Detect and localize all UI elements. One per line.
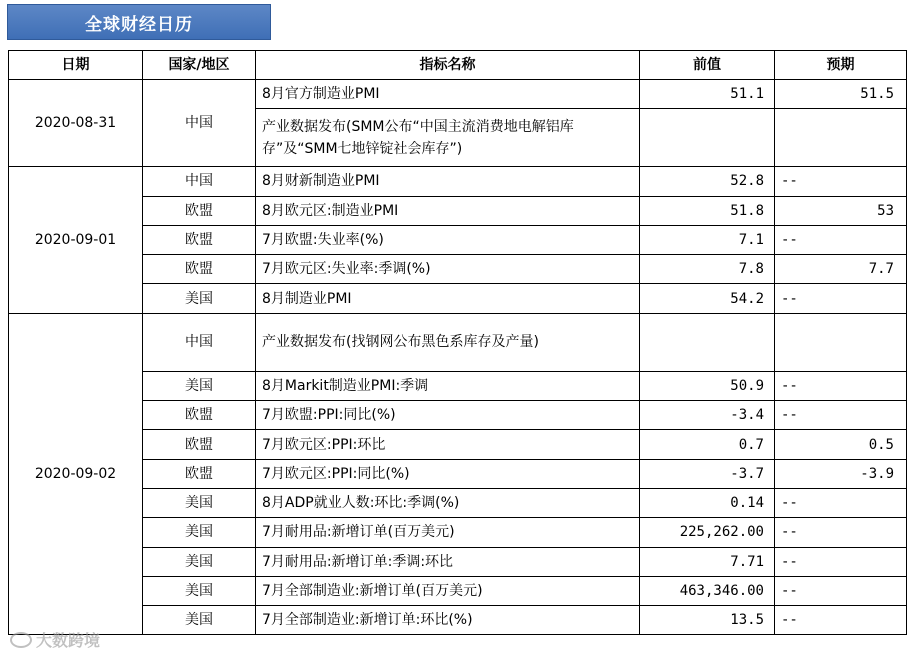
expected-value-cell: -- <box>775 284 907 313</box>
prev-value-cell: 7.71 <box>640 547 775 576</box>
table-row <box>9 547 907 576</box>
prev-value-cell: 0.7 <box>640 430 775 459</box>
header-prev: 前值 <box>640 51 775 80</box>
table-body <box>9 80 907 635</box>
indicator-cell: 7月欧盟:失业率(%) <box>256 225 640 254</box>
country-cell: 欧盟 <box>143 430 256 459</box>
header-expected: 预期 <box>775 51 907 80</box>
indicator-cell: 8月官方制造业PMI <box>256 80 640 109</box>
table-row <box>9 576 907 605</box>
watermark <box>10 628 100 651</box>
country-cell: 中国 <box>143 313 256 371</box>
prev-value-cell <box>640 313 775 371</box>
expected-value-cell: 0.5 <box>775 430 907 459</box>
expected-value-cell: -- <box>775 488 907 517</box>
prev-value-cell <box>640 109 775 167</box>
table-row <box>9 80 907 109</box>
indicator-cell: 8月欧元区:制造业PMI <box>256 196 640 225</box>
table-row <box>9 371 907 400</box>
prev-value-cell: 7.1 <box>640 225 775 254</box>
expected-value-cell: -- <box>775 167 907 196</box>
country-cell: 美国 <box>143 488 256 517</box>
expected-value-cell: 53 <box>775 196 907 225</box>
table-row <box>9 606 907 635</box>
header-country: 国家/地区 <box>143 51 256 80</box>
expected-value-cell: -- <box>775 518 907 547</box>
prev-value-cell: 51.1 <box>640 80 775 109</box>
watermark-logo-icon <box>10 632 32 648</box>
calendar-table <box>8 50 907 635</box>
prev-value-cell: 7.8 <box>640 255 775 284</box>
expected-value-cell: -- <box>775 401 907 430</box>
country-cell: 美国 <box>143 371 256 400</box>
table-row <box>9 284 907 313</box>
prev-value-cell: 225,262.00 <box>640 518 775 547</box>
country-cell: 美国 <box>143 284 256 313</box>
prev-value-cell: 463,346.00 <box>640 576 775 605</box>
indicator-cell: 7月全部制造业:新增订单(百万美元) <box>256 576 640 605</box>
prev-value-cell: 52.8 <box>640 167 775 196</box>
header-date: 日期 <box>9 51 143 80</box>
expected-value-cell: -- <box>775 606 907 635</box>
prev-value-cell: 51.8 <box>640 196 775 225</box>
indicator-cell: 8月制造业PMI <box>256 284 640 313</box>
prev-value-cell: 50.9 <box>640 371 775 400</box>
indicator-cell: 8月Markit制造业PMI:季调 <box>256 371 640 400</box>
date-cell: 2020-09-02 <box>9 313 143 635</box>
country-cell: 美国 <box>143 576 256 605</box>
table-row <box>9 167 907 196</box>
table-row <box>9 196 907 225</box>
indicator-cell: 产业数据发布(找钢网公布黑色系库存及产量) <box>256 313 640 371</box>
date-cell: 2020-09-01 <box>9 167 143 313</box>
table-row <box>9 459 907 488</box>
table-row <box>9 225 907 254</box>
prev-value-cell: -3.4 <box>640 401 775 430</box>
table-row <box>9 313 907 371</box>
indicator-cell: 7月欧元区:失业率:季调(%) <box>256 255 640 284</box>
indicator-cell: 7月耐用品:新增订单:季调:环比 <box>256 547 640 576</box>
table-row <box>9 430 907 459</box>
header-indicator: 指标名称 <box>256 51 640 80</box>
watermark-text: 大数跨境 <box>36 631 101 650</box>
table-row <box>9 255 907 284</box>
expected-value-cell <box>775 313 907 371</box>
expected-value-cell: 7.7 <box>775 255 907 284</box>
indicator-cell: 7月欧元区:PPI:环比 <box>256 430 640 459</box>
indicator-cell: 7月全部制造业:新增订单:环比(%) <box>256 606 640 635</box>
expected-value-cell: -- <box>775 371 907 400</box>
expected-value-cell: -- <box>775 576 907 605</box>
table-row <box>9 401 907 430</box>
country-cell: 欧盟 <box>143 255 256 284</box>
table-row <box>9 518 907 547</box>
country-cell: 欧盟 <box>143 225 256 254</box>
indicator-cell: 产业数据发布(SMM公布“中国主流消费地电解铝库存”及“SMM七地锌锭社会库存”) <box>256 109 640 167</box>
country-cell: 欧盟 <box>143 401 256 430</box>
indicator-cell: 7月耐用品:新增订单(百万美元) <box>256 518 640 547</box>
country-cell: 欧盟 <box>143 459 256 488</box>
indicator-cell: 7月欧元区:PPI:同比(%) <box>256 459 640 488</box>
country-cell: 欧盟 <box>143 196 256 225</box>
country-cell: 美国 <box>143 518 256 547</box>
indicator-cell: 8月ADP就业人数:环比:季调(%) <box>256 488 640 517</box>
table-row <box>9 488 907 517</box>
prev-value-cell: 54.2 <box>640 284 775 313</box>
country-cell: 中国 <box>143 80 256 167</box>
country-cell: 中国 <box>143 167 256 196</box>
prev-value-cell: 0.14 <box>640 488 775 517</box>
header-row <box>9 51 907 80</box>
prev-value-cell: -3.7 <box>640 459 775 488</box>
expected-value-cell: -- <box>775 547 907 576</box>
prev-value-cell: 13.5 <box>640 606 775 635</box>
country-cell: 美国 <box>143 547 256 576</box>
expected-value-cell: -3.9 <box>775 459 907 488</box>
expected-value-cell: 51.5 <box>775 80 907 109</box>
indicator-cell: 8月财新制造业PMI <box>256 167 640 196</box>
expected-value-cell: -- <box>775 225 907 254</box>
country-cell: 美国 <box>143 606 256 635</box>
page-title: 全球财经日历 <box>7 4 271 40</box>
date-cell: 2020-08-31 <box>9 80 143 167</box>
expected-value-cell <box>775 109 907 167</box>
indicator-cell: 7月欧盟:PPI:同比(%) <box>256 401 640 430</box>
